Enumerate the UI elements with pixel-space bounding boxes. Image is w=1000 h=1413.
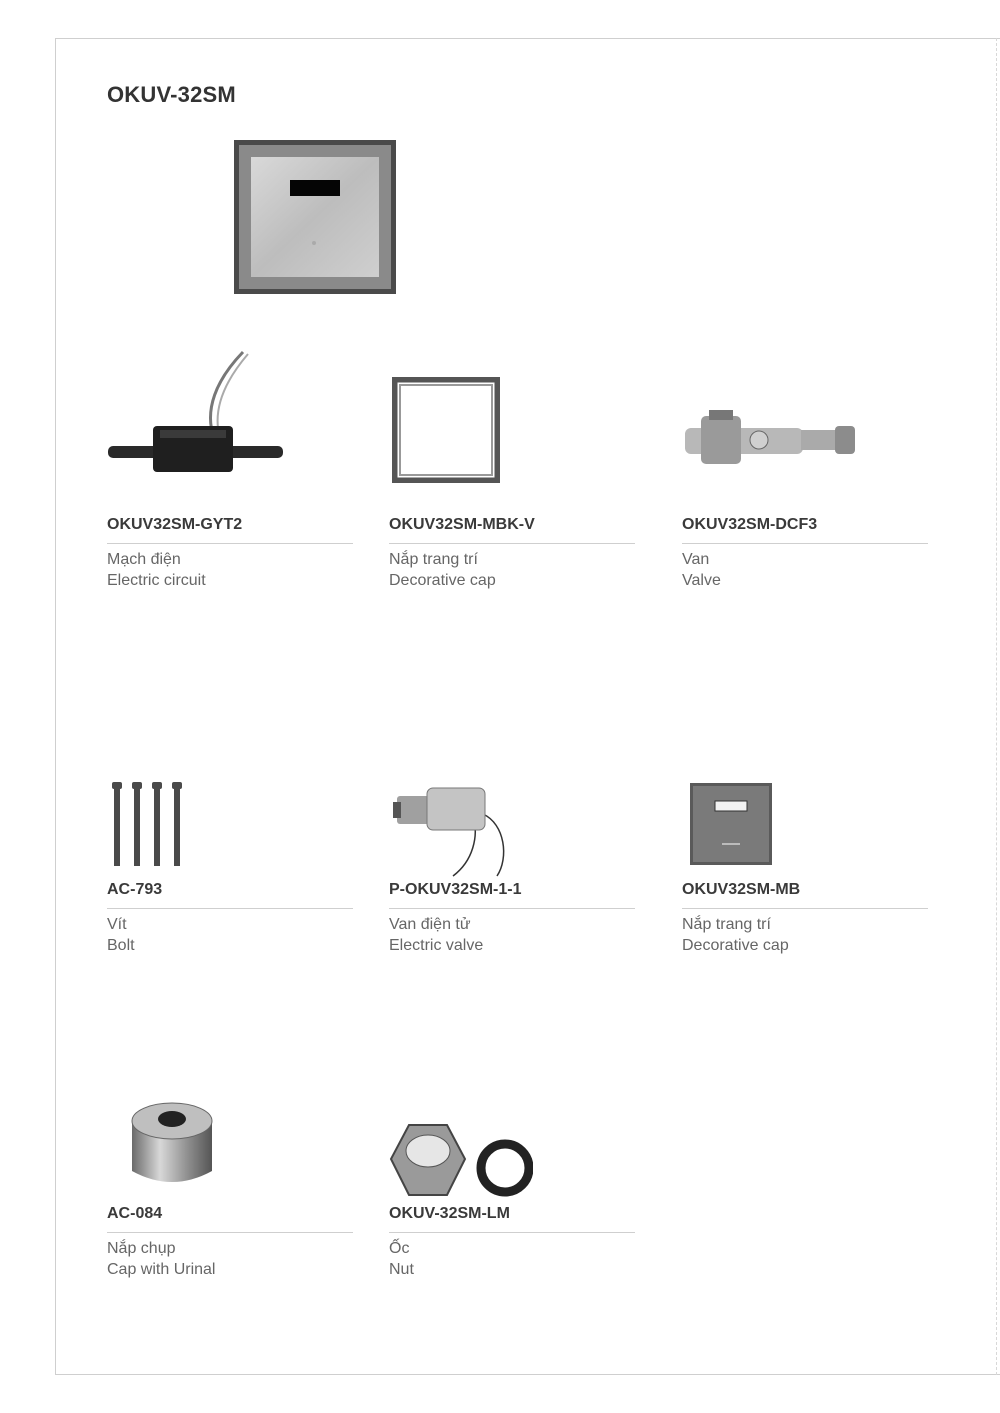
decorative-frame-image [392,377,500,483]
part-name-vi: Mạch điện [107,551,181,568]
divider [107,1232,353,1233]
page-frame-edge [996,38,997,1375]
main-product-image [234,140,396,294]
part-code: OKUV32SM-MB [682,881,801,898]
divider [389,1232,635,1233]
part-code: OKUV32SM-DCF3 [682,516,818,533]
part-code: OKUV32SM-GYT2 [107,516,243,533]
part-name-en: Decorative cap [389,572,496,589]
electric-valve-image [393,786,509,878]
nut-image [389,1123,533,1197]
bolts-image [110,782,186,866]
part-name-vi: Van [682,551,710,568]
part-name-vi: Nắp chụp [107,1240,176,1257]
part-name-en: Nut [389,1261,414,1278]
divider [107,908,353,909]
part-code: AC-793 [107,881,163,898]
part-name-en: Electric valve [389,937,484,954]
part-name-en: Electric circuit [107,572,206,589]
divider [389,543,635,544]
part-name-vi: Van điện tử [389,916,471,933]
part-code: AC-084 [107,1205,163,1222]
part-name-en: Bolt [107,937,135,954]
electric-circuit-image [108,350,283,478]
part-name-en: Valve [682,572,721,589]
part-name-vi: Vít [107,916,127,933]
page-title: OKUV-32SM [107,82,236,107]
decorative-plate-image [690,783,772,865]
part-name-vi: Nắp trang trí [682,916,771,933]
part-name-en: Decorative cap [682,937,789,954]
divider [682,908,928,909]
part-code: OKUV32SM-MBK-V [389,516,535,533]
part-code: P-OKUV32SM-1-1 [389,881,522,898]
divider [389,908,635,909]
valve-image [683,408,858,468]
part-code: OKUV-32SM-LM [389,1205,510,1222]
part-name-vi: Nắp trang trí [389,551,478,568]
part-name-en: Cap with Urinal [107,1261,216,1278]
divider [682,543,928,544]
cap-image [130,1101,214,1187]
part-name-vi: Ốc [389,1240,410,1257]
divider [107,543,353,544]
